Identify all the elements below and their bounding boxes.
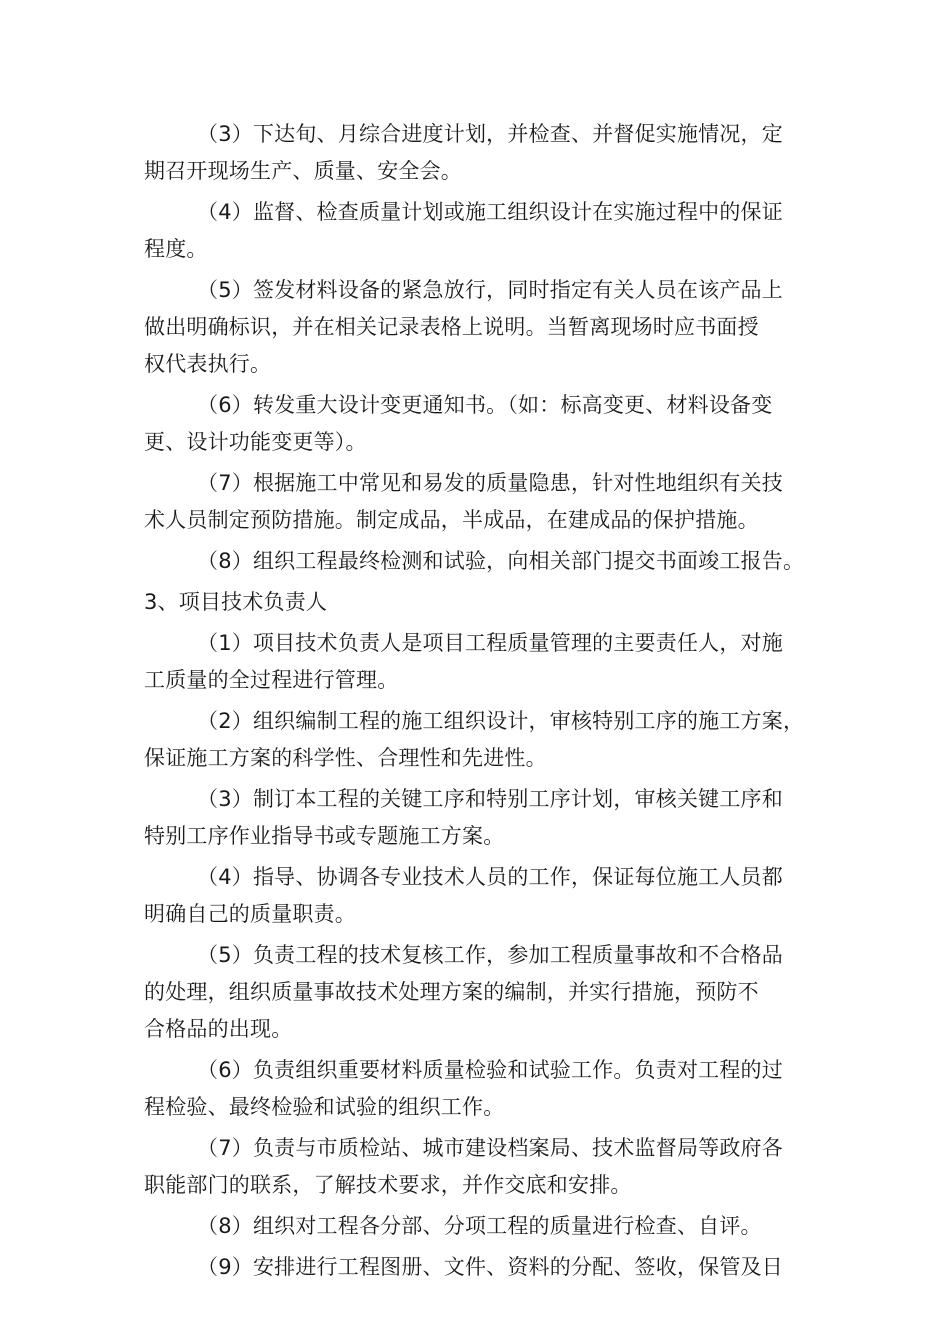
list-item-paragraph [144,1249,810,1286]
text-line: （3）制订本工程的关键工序和特别工序计划，审核关键工序和 [197,787,783,811]
text-line: （2）组织编制工程的施工组织设计，审核特别工序的施工方案， [197,709,805,733]
text-line: 期召开现场生产、质量、安全会。 [144,159,462,183]
text-line: （4）指导、协调各专业技术人员的工作，保证每位施工人员都 [197,865,783,889]
list-item-paragraph [144,116,810,190]
text-line: 做出明确标识，并在相关记录表格上说明。当暂离现场时应书面授 [144,315,759,339]
list-item-paragraph [144,194,810,268]
text-line: 保证施工方案的科学性、合理性和先进性。 [144,746,547,770]
list-item-paragraph [144,703,810,777]
text-line: （7）根据施工中常见和易发的质量隐患，针对性地组织有关技 [197,471,783,495]
text-line: （8）组织工程最终检测和试验，向相关部门提交书面竣工报告。 [197,549,805,573]
text-line: （5）签发材料设备的紧急放行，同时指定有关人员在该产品上 [197,278,783,302]
list-item-paragraph [144,1130,810,1204]
list-item-paragraph [144,1052,810,1126]
text-line: （7）负责与市质检站、城市建设档案局、技术监督局等政府各 [197,1136,783,1160]
document-body [144,116,810,1290]
text-line: （4）监督、检查质量计划或施工组织设计在实施过程中的保证 [197,200,783,224]
text-line: 程度。 [144,237,208,261]
section-heading [144,584,810,621]
text-line: 3、项目技术负责人 [144,590,328,614]
text-line: 的处理，组织质量事故技术处理方案的编制，并实行措施，预防不 [144,980,759,1004]
list-item-paragraph [144,859,810,933]
text-line: （8）组织对工程各分部、分项工程的质量进行检查、自评。 [197,1214,762,1238]
list-item-paragraph [144,272,810,383]
text-line: （1）项目技术负责人是项目工程质量管理的主要责任人，对施 [197,631,783,655]
list-item-paragraph [144,543,810,580]
list-item-paragraph [144,465,810,539]
text-line: 合格品的出现。 [144,1017,293,1041]
list-item-paragraph [144,1208,810,1245]
text-line: （5）负责工程的技术复核工作，参加工程质量事故和不合格品 [197,943,783,967]
text-line: （6）负责组织重要材料质量检验和试验工作。负责对工程的过 [197,1058,783,1082]
text-line: 工质量的全过程进行管理。 [144,668,399,692]
text-line: 特别工序作业指导书或专题施工方案。 [144,824,505,848]
text-line: 明确自己的质量职责。 [144,902,356,926]
text-line: 更、设计功能变更等）。 [144,430,367,454]
text-line: （3）下达旬、月综合进度计划，并检查、并督促实施情况，定 [197,122,783,146]
text-line: 程检验、最终检验和试验的组织工作。 [144,1095,505,1119]
list-item-paragraph [144,387,810,461]
text-line: （9）安排进行工程图册、文件、资料的分配、签收，保管及日 [197,1255,783,1279]
list-item-paragraph [144,937,810,1048]
list-item-paragraph [144,781,810,855]
list-item-paragraph [144,625,810,699]
text-line: 权代表执行。 [144,352,272,376]
text-line: （6）转发重大设计变更通知书。（如：标高变更、材料设备变 [197,393,773,417]
text-line: 术人员制定预防措施。制定成品，半成品，在建成品的保护措施。 [144,508,759,532]
text-line: 职能部门的联系，了解技术要求，并作交底和安排。 [144,1173,632,1197]
